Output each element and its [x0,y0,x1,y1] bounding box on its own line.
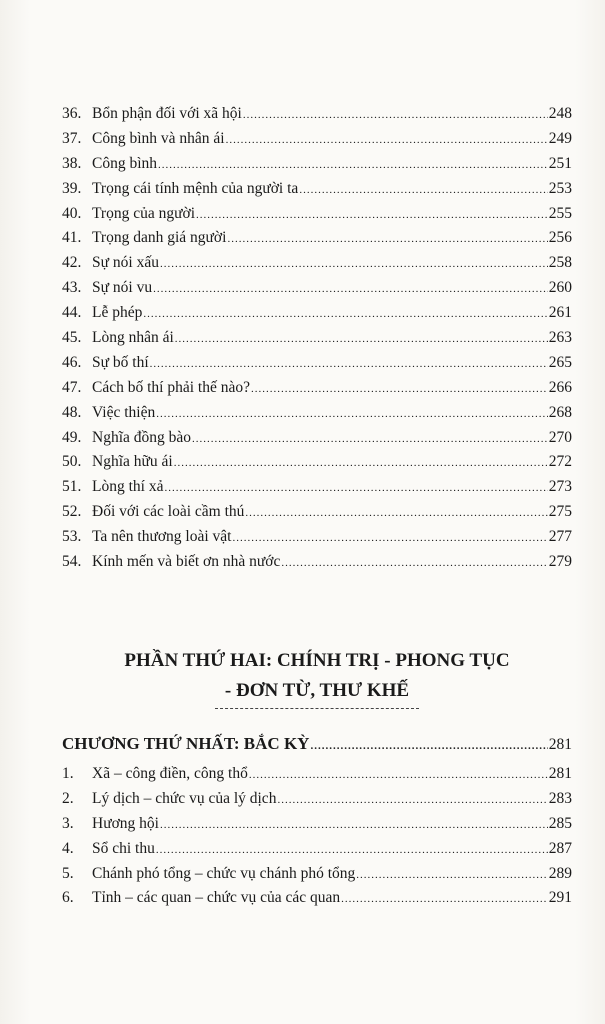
entry-title: Lòng thí xả [92,478,164,496]
entry-title: Lòng nhân ái [92,329,174,347]
entry-page: 251 [548,154,572,172]
dot-leader [196,203,548,228]
dot-leader [277,788,547,813]
entry-page: 285 [548,814,572,832]
dot-leader [164,476,547,501]
entry-title: Sự bố thí [92,353,149,371]
dot-leader [245,501,547,526]
dot-leader [158,153,548,178]
dot-leader [251,377,548,402]
toc-entry: 37. Công bình và nhân ái ..... 249 [62,127,572,152]
entry-title: Tỉnh – các quan – chức vụ của các quan [92,889,341,907]
entry-page: 260 [548,279,572,297]
entry-title: Công bình và nhân ái [92,129,225,147]
entry-page: 249 [548,129,572,147]
chapter-heading [62,732,572,757]
toc-entry: 2. Lý dịch – chức vụ của lý dịch ..... 283 [62,787,572,812]
dot-leader [226,128,548,153]
entry-title: Xã – công điền, công thổ [92,765,248,782]
toc-entry: 50. Nghĩa hữu ái ..... 272 [62,450,572,475]
entry-page: 275 [548,503,572,521]
entry-page: 287 [548,839,572,857]
toc-entry: 42. Sự nói xấu ..... 258 [62,251,572,276]
entry-title: Lễ phép [92,304,143,322]
entry-title: Lý dịch – chức vụ của lý dịch [92,789,277,807]
toc-entry: 52. Đối với các loài cầm thú ..... 275 [62,500,572,525]
entry-title: Ta nên thương loài vật [92,528,232,546]
entry-title: Đối với các loài cầm thú [92,503,245,521]
dot-leader [143,302,547,327]
toc-entry: 38. Công bình ..... 251 [62,152,572,177]
dot-leader [243,103,548,128]
part-heading-line2: - ĐƠN TỪ, THƯ KHẾ [215,676,419,709]
dot-leader [156,838,548,863]
entry-page: 266 [548,378,572,396]
dot-leader [160,813,548,838]
toc-entry: 41. Trọng danh giá người ..... 256 [62,226,572,251]
toc-entry: 48. Việc thiện ..... 268 [62,401,572,426]
entry-page: 263 [548,329,572,347]
entry-title: Cách bố thí phải thế nào? [92,378,250,396]
toc-entry: 53. Ta nên thương loài vật ..... 277 [62,525,572,550]
dot-leader [175,327,548,352]
entry-title: Trọng của người [92,204,195,222]
toc-entry: 36. Bổn phận đối với xã hội ..... 248 [62,102,572,127]
entry-page: 255 [548,204,572,222]
entry-page: 289 [548,864,572,882]
toc-entry: 47. Cách bố thí phải thế nào? ..... 266 [62,376,572,401]
dot-leader [281,551,547,576]
entry-page: 272 [548,453,572,471]
dot-leader [356,863,547,888]
entry-page: 256 [548,229,572,247]
toc-entry: 51. Lòng thí xả ..... 273 [62,475,572,500]
chapter-title: CHƯƠNG THỨ NHẤT: BẮC KỲ [62,734,310,753]
dot-leader [341,887,548,912]
dot-leader [174,451,548,476]
dot-leader [249,763,548,788]
entry-title: Sự nói xấu [92,254,159,272]
entry-title: Nghĩa đồng bào [92,428,192,446]
entry-page: 265 [548,353,572,371]
entry-title: Công bình [92,154,158,172]
dot-leader [156,402,548,427]
entry-page: 273 [548,478,572,496]
entry-page: 258 [548,254,572,272]
dot-leader [232,526,547,551]
entry-title: Nghĩa hữu ái [92,453,173,471]
entry-page: 281 [548,765,572,782]
toc-entry: 5. Chánh phó tổng – chức vụ chánh phó tổng ..... 289 [62,862,572,887]
toc-entry [62,732,572,757]
entry-title: Việc thiện [92,403,156,421]
chapter-page: 281 [548,736,572,753]
entry-title: Sổ chi thu [92,839,155,857]
toc-entry: 49. Nghĩa đồng bào ..... 270 [62,426,572,451]
toc-entry: 39. Trọng cái tính mệnh của người ta ..... 253 [62,177,572,202]
entry-page: 270 [548,428,572,446]
entry-page: 277 [548,528,572,546]
toc-entry: 54. Kính mến và biết ơn nhà nước ..... 279 [62,550,572,575]
entry-title: Sự nói vu [92,279,153,297]
dot-leader [227,227,547,252]
toc-entry: 43. Sự nói vu ..... 260 [62,276,572,301]
toc-entry: 4. Sổ chi thu ..... 287 [62,837,572,862]
entry-title: Trọng cái tính mệnh của người ta [92,179,299,197]
part-heading-line1: PHẦN THỨ HAI: CHÍNH TRỊ - PHONG TỤC [124,650,510,671]
entry-title: Hương hội [92,814,159,832]
toc-entry: 46. Sự bố thí ..... 265 [62,351,572,376]
entry-page: 279 [548,553,572,571]
toc-section-one [62,102,572,575]
dot-leader [160,252,548,277]
entry-page: 261 [548,304,572,322]
entry-page: 283 [548,789,572,807]
entry-title: Kính mến và biết ơn nhà nước [92,553,281,571]
dot-leader [153,277,548,302]
dot-leader [299,178,547,203]
entry-title: Bổn phận đối với xã hội [92,105,242,122]
entry-title: Trọng danh giá người [92,229,227,247]
part-heading [62,646,572,709]
dot-leader [192,427,548,452]
toc-entry: 3. Hương hội ..... 285 [62,812,572,837]
toc-chapter-one [62,762,572,911]
toc-entry: 45. Lòng nhân ái ..... 263 [62,326,572,351]
toc-entry: 40. Trọng của người ..... 255 [62,202,572,227]
entry-page: 268 [548,403,572,421]
dot-leader [310,734,547,759]
entry-page: 248 [548,105,572,122]
toc-entry: 1. Xã – công điền, công thổ ..... 281 [62,762,572,787]
dot-leader [150,352,548,377]
entry-page: 253 [548,179,572,197]
entry-page: 291 [548,889,572,907]
toc-entry: 44. Lễ phép ..... 261 [62,301,572,326]
entry-title: Chánh phó tổng – chức vụ chánh phó tổng [92,864,356,882]
toc-entry: 6. Tỉnh – các quan – chức vụ của các quan ..... 291 [62,886,572,911]
